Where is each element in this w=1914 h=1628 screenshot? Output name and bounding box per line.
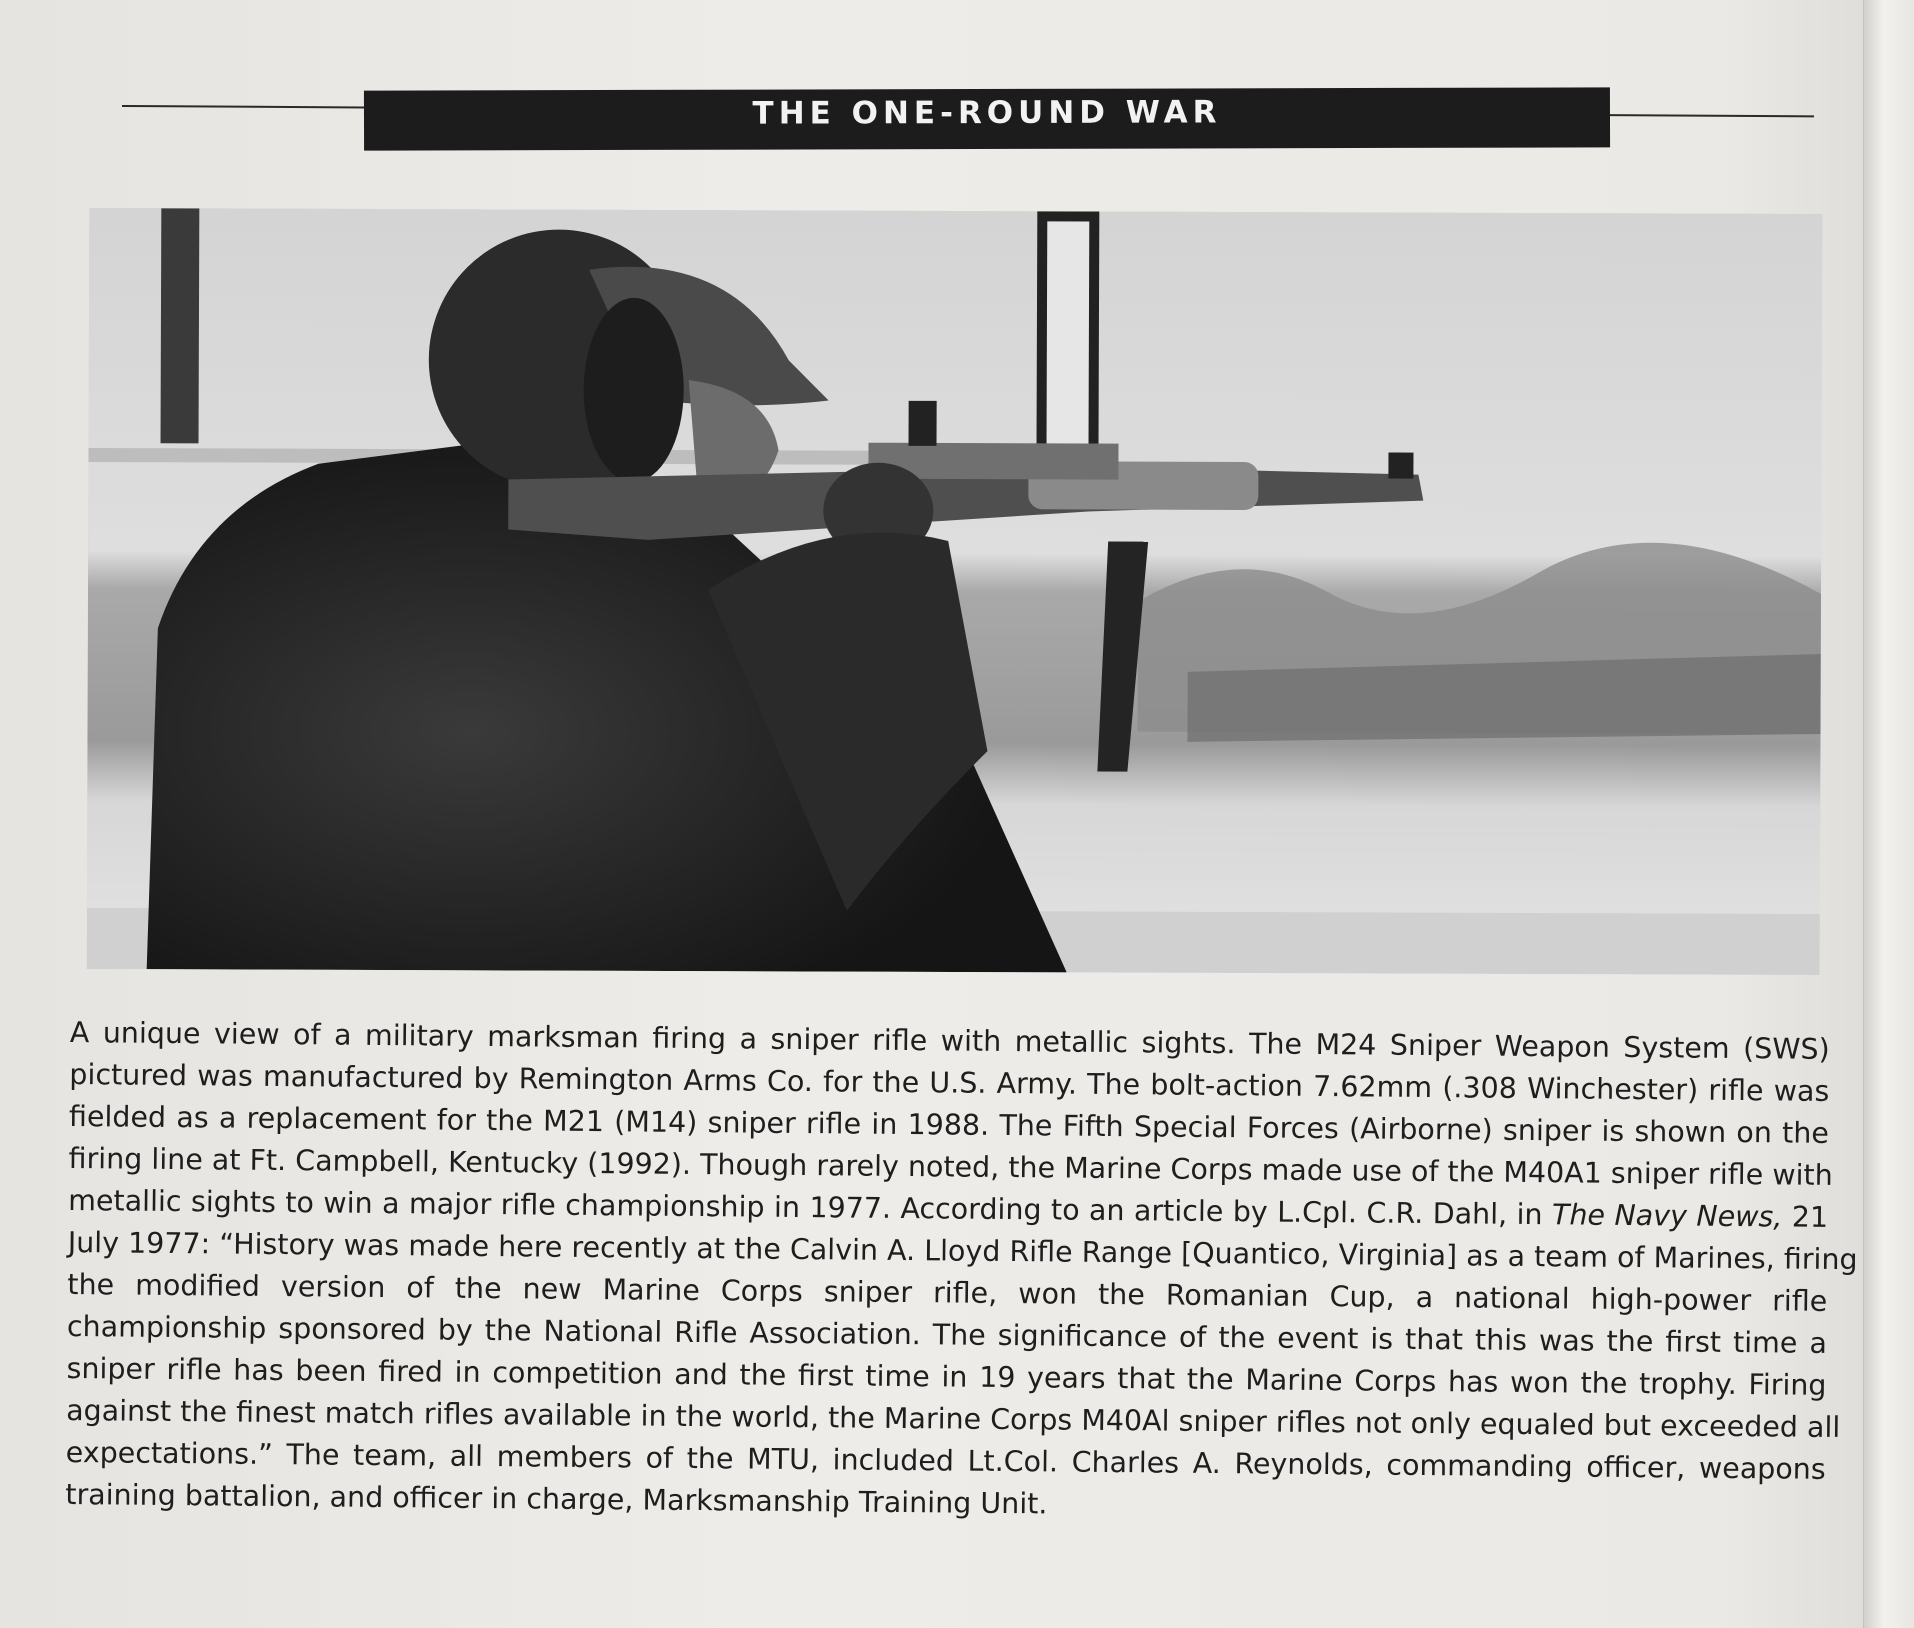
caption-line: training battalion, and officer in charge, Marksmanship Training Unit.: [65, 1477, 1048, 1521]
photo-caption: [65, 1012, 1858, 1533]
caption-line: pictured was manufactured by Remington Arms Co. for the U.S. Army. The bolt-action 7.62mm (.308 Winchester) rifle was: [69, 1057, 1830, 1108]
caption-line: July 1977: “History was made here recently at the Calvin A. Lloyd Rifle Range [Quantico, Virginia] as a team of Marines, firing: [67, 1225, 1858, 1277]
running-header-title: THE ONE-ROUND WAR: [752, 94, 1222, 132]
running-header-bar: [364, 87, 1610, 150]
publication-day: 21: [1791, 1200, 1829, 1234]
caption-line: expectations.” The team, all members of the MTU, included Lt.Col. Charles A. Reynolds, commanding officer, weapons: [65, 1435, 1826, 1486]
caption-line-text: metallic sights to win a major rifle championship in 1977. According to an article by L.Cpl. C.R. Dahl, in: [68, 1183, 1543, 1232]
caption-line: A unique view of a military marksman firing a sniper rifle with metallic sights. The M24 Sniper Weapon System (SWS): [69, 1015, 1830, 1066]
marksman-photo: [87, 208, 1823, 975]
caption-line: against the finest match rifles available in the world, the Marine Corps M40Al sniper rifles not only equaled but exceeded all: [66, 1393, 1841, 1445]
caption-line: sniper rifle has been fired in competition and the first time in 19 years that the Marine Corps has won the trophy. Firing: [66, 1351, 1827, 1402]
page-edge: [1863, 0, 1914, 1628]
caption-line: fielded as a replacement for the M21 (M14) sniper rifle in 1988. The Fifth Special Forces (Airborne) sniper is shown on the: [68, 1099, 1830, 1150]
publication-title: The Navy News,: [1551, 1198, 1783, 1234]
caption-line: the modified version of the new Marine Corps sniper rifle, won the Romanian Cup, a national high-power rifle: [67, 1267, 1828, 1318]
caption-line: firing line at Ft. Campbell, Kentucky (1992). Though rarely noted, the Marine Corps made use of the M40A1 sniper rifle with: [68, 1141, 1833, 1192]
caption-line: championship sponsored by the National Rifle Association. The significance of the event is that this was the first time a: [66, 1309, 1828, 1360]
photo-icon: [87, 208, 1823, 975]
